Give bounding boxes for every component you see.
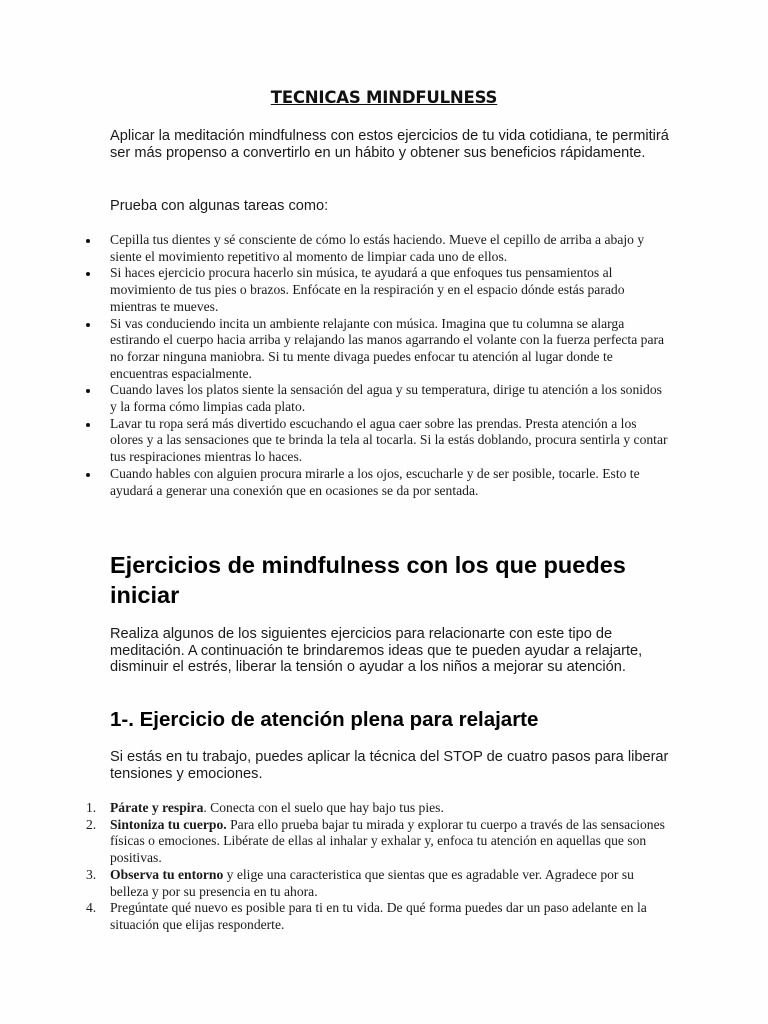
section-paragraph-exercises: Realiza algunos de los siguientes ejercicios para relacionarte con este tipo de meditación. A continuación te brindaremos ideas que te pueden ayudar a relajarte, disminuir el estrés, liberar la tensión o ayudar a los niños a mejorar su atención. — [110, 626, 643, 675]
list-item-text: Si vas conduciendo incita un ambiente relajante con música. Imagina que tu columna se alarga estirando el cuerpo hacia arriba y relajando las manos agarrando el volante con la fuerza perfecta para no forzar ninguna maniobra. Si tu mente divaga puedes enfocar tu atención al lugar donde te encuentras espacialmente. — [110, 315, 665, 381]
step-number: 1. — [86, 800, 97, 815]
bullet-icon — [86, 239, 90, 243]
bullet-icon — [86, 423, 90, 427]
step-bold-text: Observa tu entorno — [110, 866, 224, 882]
list-item — [0, 900, 680, 933]
step-text: Para ello prueba bajar tu mirada y explorar tu cuerpo a través de las sensaciones físicas o emociones. Libérate de ellas al inhalar y exhalar y, enfoca tu atención en aquellas que son positivas. — [110, 816, 665, 866]
step-text: . Conecta con el suelo que hay bajo tus pies. — [203, 800, 444, 815]
list-item — [0, 232, 680, 265]
bullet-icon — [86, 473, 90, 477]
list-item-text: Cepilla tus dientes y sé consciente de cómo lo estás haciendo. Mueve el cepillo de arriba a abajo y siente el movimiento repetitivo al momento de limpiar cada uno de ellos. — [110, 232, 645, 264]
step-bold-text: Párate y respira — [110, 800, 204, 815]
stop-steps-list — [0, 800, 680, 934]
list-item-text: Cuando hables con alguien procura mirarle a los ojos, escucharle y de ser posible, tocarle. Esto te ayudará a generar una conexión que en ocasiones se da por sentada. — [110, 465, 640, 498]
list-item — [0, 316, 680, 383]
subsection-heading-relax: 1-. Ejercicio de atención plena para relajarte — [110, 708, 539, 731]
step-text: Pregúntate qué nuevo es posible para ti en tu vida. De qué forma puedes dar un paso adelante en la situación que elijas responderte. — [110, 900, 647, 932]
step-number: 3. — [86, 866, 97, 882]
list-item — [0, 466, 680, 499]
prompt-paragraph: Prueba con algunas tareas como: — [110, 198, 329, 214]
document-title: TECNICAS MINDFULNESS — [270, 88, 498, 107]
list-item — [0, 817, 680, 867]
list-item — [0, 800, 680, 817]
bullet-icon — [86, 323, 90, 327]
intro-paragraph: Aplicar la meditación mindfulness con estos ejercicios de tu vida cotidiana, te permitirá ser más propenso a convertirlo en un hábito y obtener sus beneficios rápidamente. — [110, 128, 669, 161]
list-item-text: Cuando laves los platos siente la sensación del agua y su temperatura, dirige tu atención a los sonidos y la forma cómo limpias cada plato. — [110, 382, 662, 415]
list-item-text: Si haces ejercicio procura hacerlo sin música, te ayudará a que enfoques tus pensamientos al movimiento de tus pies o brazos. Enfócate en la respiración y en el espacio dónde estás parado mientras te mueves. — [110, 265, 625, 314]
list-item — [0, 867, 680, 900]
subsection-paragraph-stop: Si estás en tu trabajo, puedes aplicar la técnica del STOP de cuatro pasos para liberar tensiones y emociones. — [110, 749, 669, 782]
list-item — [0, 382, 680, 415]
step-number: 2. — [86, 816, 97, 832]
step-bold-text: Sintoniza tu cuerpo. — [110, 816, 227, 832]
bullet-icon — [86, 389, 90, 393]
section-heading-exercises: Ejercicios de mindfulness con los que puedes iniciar — [110, 552, 626, 608]
tasks-bullet-list — [0, 232, 680, 499]
list-item — [0, 416, 680, 466]
step-text: y elige una caracteristica que sientas que es agradable ver. Agradece por su belleza y por su presencia en tu ahora. — [110, 866, 634, 899]
list-item — [0, 265, 680, 315]
step-number: 4. — [86, 900, 97, 916]
bullet-icon — [86, 272, 90, 276]
list-item-text: Lavar tu ropa será más divertido escuchando el agua caer sobre las prendas. Presta atención a los olores y a las sensaciones que te brinda la tela al tocarla. Si la estás doblando, procura sentirla y contar tus respiraciones mientras lo haces. — [110, 415, 668, 465]
